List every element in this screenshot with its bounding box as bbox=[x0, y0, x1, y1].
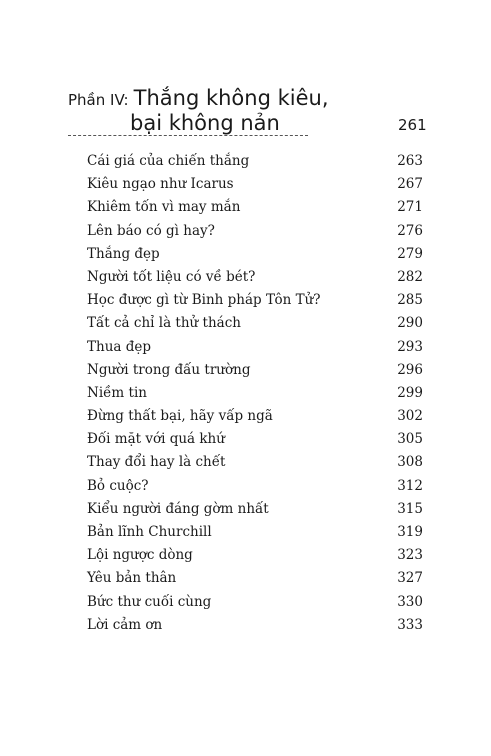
toc-entry-page-number: 293 bbox=[397, 338, 423, 355]
toc-entry-page-number: 308 bbox=[397, 454, 423, 471]
toc-entry-page-number: 305 bbox=[397, 431, 423, 448]
toc-entry-title: Người tốt liệu có về bét? bbox=[87, 268, 256, 285]
toc-entry-title: Bản lĩnh Churchill bbox=[87, 524, 212, 540]
toc-entry-title: Đối mặt với quá khứ bbox=[87, 431, 225, 448]
toc-entry-page-number: 315 bbox=[397, 500, 423, 517]
toc-entry bbox=[87, 336, 423, 359]
toc-entry-page-number: 333 bbox=[397, 616, 423, 633]
toc-entry-title: Yêu bản thân bbox=[87, 570, 177, 587]
toc-entry bbox=[87, 451, 423, 474]
toc-entry-title: Kiểu người đáng gờm nhất bbox=[87, 500, 269, 517]
toc-entry-page-number: 330 bbox=[397, 593, 423, 610]
toc-entry-page-number: 319 bbox=[397, 524, 423, 540]
toc-entry bbox=[87, 614, 423, 637]
toc-entry-title: Thua đẹp bbox=[87, 338, 152, 355]
toc-entry bbox=[87, 475, 423, 498]
toc-entry-page-number: 299 bbox=[397, 384, 423, 401]
toc-entry-title: Khiêm tốn vì may mắn bbox=[87, 199, 241, 216]
toc-entry-page-number: 296 bbox=[397, 361, 423, 378]
toc-entry bbox=[87, 266, 423, 289]
toc-entry-title: Thắng đẹp bbox=[87, 245, 160, 262]
toc-entry bbox=[87, 150, 423, 173]
toc-entry-page-number: 302 bbox=[397, 408, 423, 425]
toc-entry bbox=[87, 243, 423, 266]
toc-entry-title: Niềm tin bbox=[87, 384, 147, 401]
toc-entry bbox=[87, 220, 423, 243]
toc-entry-title: Bỏ cuộc? bbox=[87, 477, 149, 494]
toc-entry-page-number: 276 bbox=[397, 222, 423, 239]
toc-entry bbox=[87, 567, 423, 590]
toc-entry-title: Thay đổi hay là chết bbox=[87, 454, 226, 471]
toc-entry-page-number: 263 bbox=[397, 153, 423, 169]
part-title-line-1 bbox=[68, 86, 329, 110]
toc-entry-title: Học được gì từ Binh pháp Tôn Tử? bbox=[87, 292, 321, 309]
toc-entry-page-number: 279 bbox=[397, 245, 423, 262]
dashed-divider bbox=[68, 135, 308, 136]
toc-entry bbox=[87, 405, 423, 428]
part-prefix: Phần IV: bbox=[68, 91, 129, 109]
toc-entry bbox=[87, 428, 423, 451]
toc-entry-title: Kiêu ngạo như Icarus bbox=[87, 176, 234, 193]
toc-entry-list bbox=[87, 150, 423, 637]
toc-entry bbox=[87, 591, 423, 614]
toc-entry bbox=[87, 544, 423, 567]
toc-entry bbox=[87, 521, 423, 544]
toc-entry-page-number: 282 bbox=[397, 268, 423, 285]
toc-entry-page-number: 285 bbox=[397, 292, 423, 309]
toc-entry bbox=[87, 289, 423, 312]
part-page-number: 261 bbox=[398, 116, 427, 134]
toc-entry-title: Lời cảm ơn bbox=[87, 616, 163, 633]
toc-entry bbox=[87, 196, 423, 219]
part-heading bbox=[68, 86, 428, 136]
toc-entry bbox=[87, 382, 423, 405]
toc-entry-title: Lên báo có gì hay? bbox=[87, 222, 215, 239]
toc-entry-page-number: 327 bbox=[397, 570, 423, 587]
toc-entry bbox=[87, 312, 423, 335]
toc-entry-title: Bức thư cuối cùng bbox=[87, 593, 212, 610]
toc-entry bbox=[87, 173, 423, 196]
toc-entry-title: Tất cả chỉ là thử thách bbox=[87, 315, 241, 332]
toc-entry-title: Lội ngược dòng bbox=[87, 547, 193, 564]
toc-entry-page-number: 323 bbox=[397, 547, 423, 564]
toc-entry-page-number: 271 bbox=[397, 199, 423, 216]
toc-entry-page-number: 312 bbox=[397, 477, 423, 494]
part-title-first-line: Thắng không kiêu, bbox=[133, 86, 329, 110]
toc-entry-title: Đừng thất bại, hãy vấp ngã bbox=[87, 408, 273, 425]
toc-entry bbox=[87, 359, 423, 382]
toc-entry bbox=[87, 498, 423, 521]
toc-entry-title: Người trong đấu trường bbox=[87, 361, 251, 378]
toc-entry-page-number: 290 bbox=[397, 315, 423, 332]
toc-entry-page-number: 267 bbox=[397, 176, 423, 193]
toc-entry-title: Cái giá của chiến thắng bbox=[87, 153, 250, 169]
part-title-second-line: bại không nản bbox=[130, 111, 280, 135]
